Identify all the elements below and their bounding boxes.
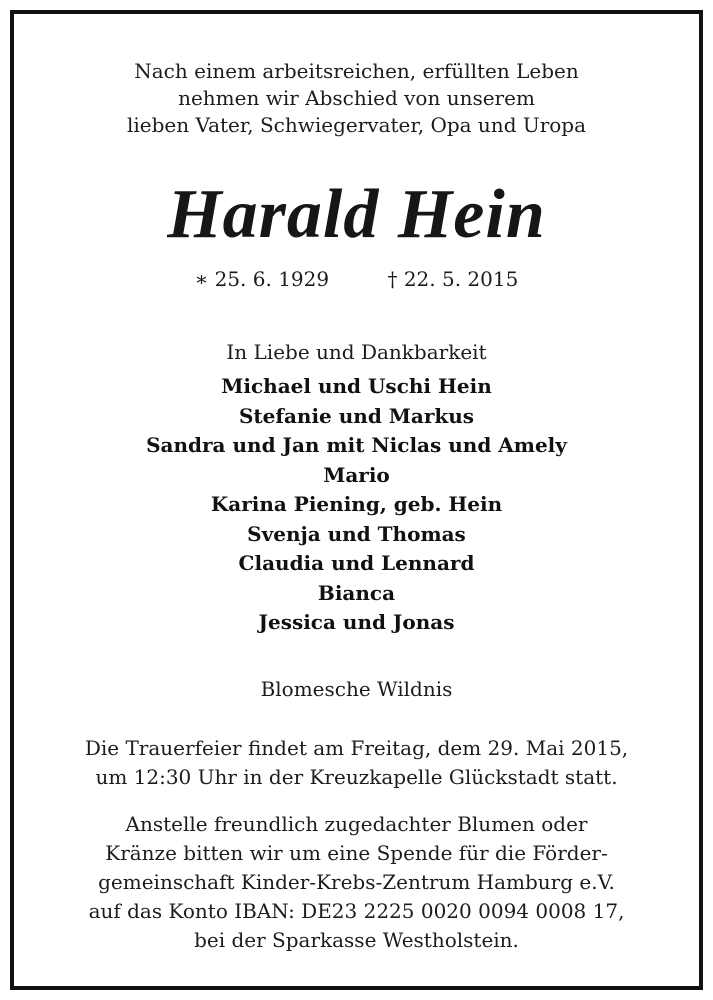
donation-line: bei der Sparkasse Westholstein. bbox=[194, 928, 519, 952]
mourner-entry: Mario bbox=[323, 462, 390, 487]
birth-date: ∗ 25. 6. 1929 bbox=[194, 267, 330, 291]
mourner-entry: Bianca bbox=[317, 580, 396, 605]
donation-line: auf das Konto IBAN: DE23 2225 0020 0094 0008 17, bbox=[88, 899, 625, 923]
intro-line: lieben Vater, Schwiegervater, Opa und Uropa bbox=[126, 113, 587, 137]
mourner-entry: Stefanie und Markus bbox=[238, 403, 475, 428]
life-dates bbox=[0, 264, 713, 294]
intro-line: nehmen wir Abschied von unserem bbox=[178, 86, 535, 110]
mourner-entry: Svenja und Thomas bbox=[247, 521, 466, 546]
death-date: † 22. 5. 2015 bbox=[387, 267, 519, 291]
mourner-entry: Karina Piening, geb. Hein bbox=[210, 492, 503, 516]
deceased-name: Harald Hein bbox=[167, 176, 546, 253]
mourners-list bbox=[0, 372, 713, 638]
mourner-entry: Claudia und Lennard bbox=[238, 551, 475, 575]
ceremony-line: Die Trauerfeier findet am Freitag, dem 29. Mai 2015, bbox=[84, 736, 629, 760]
donation-info bbox=[0, 810, 713, 955]
mourner-entry: Sandra und Jan mit Niclas und Amely bbox=[146, 433, 567, 457]
gratitude-line: In Liebe und Dankbarkeit bbox=[226, 340, 487, 364]
intro-text bbox=[0, 58, 713, 139]
place-line: Blomesche Wildnis bbox=[260, 677, 453, 701]
donation-line: Kränze bitten wir um eine Spende für die Förder- bbox=[105, 841, 608, 865]
ceremony-line: um 12:30 Uhr in der Kreuzkapelle Glückstadt statt. bbox=[95, 765, 618, 789]
donation-line: gemeinschaft Kinder-Krebs-Zentrum Hamburg e.V. bbox=[98, 870, 615, 894]
intro-line: Nach einem arbeitsreichen, erfüllten Leben bbox=[134, 59, 579, 83]
mourner-entry: Jessica und Jonas bbox=[258, 610, 455, 634]
donation-line: Anstelle freundlich zugedachter Blumen oder bbox=[125, 812, 588, 836]
mourner-entry: Michael und Uschi Hein bbox=[221, 374, 492, 398]
ceremony-info bbox=[0, 734, 713, 792]
